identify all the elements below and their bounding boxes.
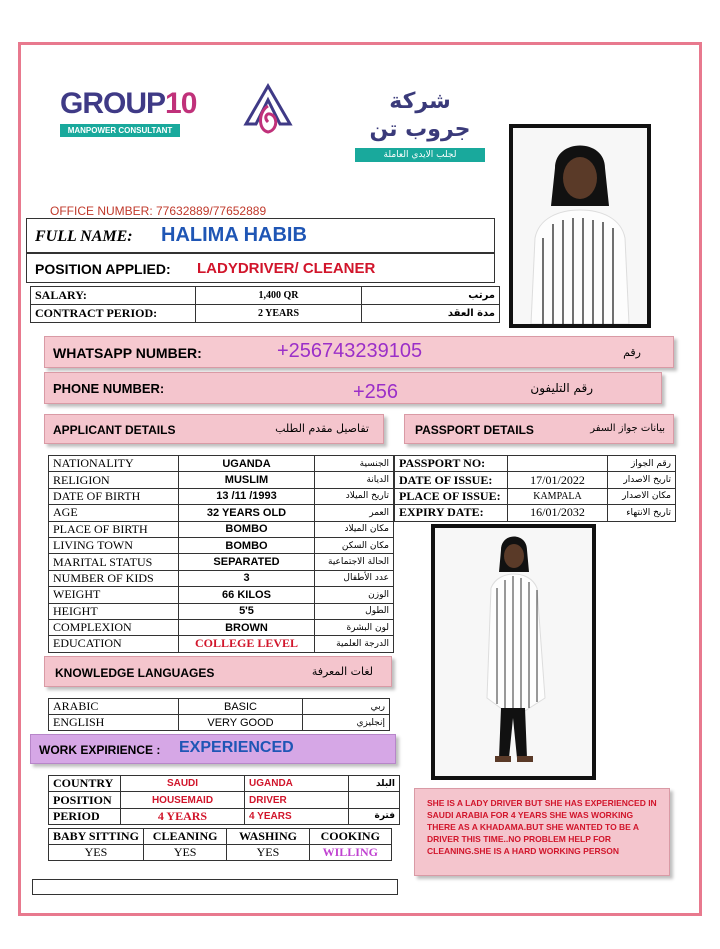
work-experience-banner [30, 734, 396, 764]
language-label: ARABIC [49, 699, 179, 715]
exp-position-value-1: HOUSEMAID [121, 792, 245, 808]
table-row [49, 554, 394, 570]
detail-arabic: الدرجة العلمية [315, 636, 394, 652]
table-row [49, 808, 400, 824]
full-name-value: HALIMA HABIB [161, 224, 307, 246]
passport-arabic: تاريخ الاصدار [608, 472, 676, 488]
passport-value: 17/01/2022 [508, 472, 608, 488]
country-label: COUNTRY [49, 776, 121, 792]
table-row [49, 570, 394, 586]
passport-details-arabic: بيانات جواز السفر [590, 423, 665, 434]
contract-row [31, 305, 500, 323]
whatsapp-banner [44, 336, 674, 368]
arabic-logo [355, 88, 485, 162]
full-name-box [26, 218, 495, 253]
detail-value: 13 /11 /1993 [179, 488, 315, 504]
detail-value: 3 [179, 570, 315, 586]
detail-label: COMPLEXION [49, 619, 179, 635]
passport-value: 16/01/2032 [508, 505, 608, 521]
table-row [49, 505, 394, 521]
passport-label: PASSPORT NO: [395, 456, 508, 472]
detail-arabic: الحالة الاجتماعية [315, 554, 394, 570]
detail-label: LIVING TOWN [49, 537, 179, 553]
passport-arabic: مكان الاصدار [608, 488, 676, 504]
knowledge-languages-arabic: لغات المعرفة [311, 665, 373, 678]
whatsapp-arabic: رقم [623, 346, 641, 359]
period-value-2: 4 YEARS [245, 808, 349, 824]
exp-position-arabic [349, 792, 400, 808]
knowledge-languages-header [44, 656, 392, 687]
skill-header: COOKING [309, 829, 391, 845]
arabic-logo-subtitle: لجلب الايدي العاملة [355, 148, 485, 162]
detail-value: BROWN [179, 619, 315, 635]
knowledge-languages-label: KNOWLEDGE LANGUAGES [55, 666, 215, 680]
detail-value: UGANDA [179, 456, 315, 472]
skill-value: YES [143, 845, 226, 861]
contract-label: CONTRACT PERIOD: [31, 305, 196, 323]
passport-table [394, 455, 676, 522]
contract-value: 2 YEARS [196, 305, 362, 323]
phone-banner [44, 372, 662, 404]
phone-value: +256 [353, 381, 399, 403]
table-row [49, 792, 400, 808]
salary-value: 1,400 QR [196, 287, 362, 305]
skill-value: WILLING [309, 845, 391, 861]
detail-label: NATIONALITY [49, 456, 179, 472]
work-experience-value: EXPERIENCED [179, 739, 294, 756]
passport-label: PLACE OF ISSUE: [395, 488, 508, 504]
passport-label: EXPIRY DATE: [395, 505, 508, 521]
arabic-logo-title: شركة جروب تن [369, 89, 471, 142]
table-row [49, 472, 394, 488]
detail-label: NUMBER OF KIDS [49, 570, 179, 586]
detail-label: DATE OF BIRTH [49, 488, 179, 504]
languages-table [48, 698, 390, 731]
detail-value: SEPARATED [179, 554, 315, 570]
passport-arabic: رقم الجواز [608, 456, 676, 472]
table-row [395, 488, 676, 504]
period-arabic: فترة [349, 808, 400, 824]
table-row [49, 699, 390, 715]
table-row [49, 845, 392, 861]
exp-position-value-2: DRIVER [245, 792, 349, 808]
passport-value: KAMPALA [508, 488, 608, 504]
table-row [49, 636, 394, 652]
detail-arabic: الوزن [315, 587, 394, 603]
table-row [49, 488, 394, 504]
table-row [49, 829, 392, 845]
table-row [49, 537, 394, 553]
detail-value: 5'5 [179, 603, 315, 619]
detail-label: MARITAL STATUS [49, 554, 179, 570]
table-row [395, 456, 676, 472]
skill-value: YES [49, 845, 144, 861]
language-label: ENGLISH [49, 715, 179, 731]
detail-label: HEIGHT [49, 603, 179, 619]
table-row [49, 619, 394, 635]
logo-subtitle: MANPOWER CONSULTANT [60, 124, 180, 137]
language-value: BASIC [179, 699, 303, 715]
logo-group-text: GROUP [60, 87, 166, 120]
detail-arabic: مكان السكن [315, 537, 394, 553]
applicant-details-table [48, 455, 394, 653]
detail-arabic: الجنسية [315, 456, 394, 472]
salary-label: SALARY: [31, 287, 196, 305]
skills-table [48, 828, 392, 861]
experience-table [48, 775, 400, 825]
phone-label: PHONE NUMBER: [53, 381, 165, 396]
applicant-details-header [44, 414, 384, 444]
table-row [49, 521, 394, 537]
skill-value: YES [227, 845, 309, 861]
detail-arabic: الطول [315, 603, 394, 619]
detail-arabic: الديانة [315, 472, 394, 488]
passport-details-header [404, 414, 674, 444]
country-value-2: UGANDA [245, 776, 349, 792]
contract-arabic: مدة العقد [362, 305, 500, 323]
language-value: VERY GOOD [179, 715, 303, 731]
detail-arabic: مكان الميلاد [315, 521, 394, 537]
whatsapp-value: +256743239105 [277, 340, 423, 362]
detail-label: RELIGION [49, 472, 179, 488]
language-arabic: ربي [303, 699, 390, 715]
detail-value: 32 YEARS OLD [179, 505, 315, 521]
detail-arabic: العمر [315, 505, 394, 521]
table-row [49, 456, 394, 472]
detail-value: 66 KILOS [179, 587, 315, 603]
country-arabic: البلد [349, 776, 400, 792]
applicant-details-arabic: تفاصيل مقدم الطلب [275, 422, 369, 435]
applicant-portrait-photo [509, 124, 651, 328]
detail-label: PLACE OF BIRTH [49, 521, 179, 537]
table-row [49, 715, 390, 731]
detail-value: BOMBO [179, 537, 315, 553]
passport-details-label: PASSPORT DETAILS [415, 423, 534, 437]
detail-label: AGE [49, 505, 179, 521]
salary-table [30, 286, 500, 323]
position-label: POSITION APPLIED: [35, 261, 171, 277]
passport-value [508, 456, 608, 472]
detail-value: COLLEGE LEVEL [179, 636, 315, 652]
table-row [395, 472, 676, 488]
empty-field-box [32, 879, 398, 895]
position-box [26, 253, 495, 283]
table-row [49, 587, 394, 603]
passport-arabic: تاريخ الانتهاء [608, 505, 676, 521]
phone-arabic: رقم التليفون [530, 381, 593, 395]
skill-header: WASHING [227, 829, 309, 845]
detail-label: WEIGHT [49, 587, 179, 603]
work-experience-label: WORK EXPIRIENCE : [39, 743, 161, 757]
language-arabic: إنجليزي [303, 715, 390, 731]
table-row [49, 776, 400, 792]
exp-position-label: POSITION [49, 792, 121, 808]
table-row [49, 603, 394, 619]
table-row [395, 505, 676, 521]
detail-value: BOMBO [179, 521, 315, 537]
full-name-label: FULL NAME: [35, 228, 133, 245]
detail-label: EDUCATION [49, 636, 179, 652]
skill-header: CLEANING [143, 829, 226, 845]
detail-arabic: لون البشرة [315, 619, 394, 635]
passport-label: DATE OF ISSUE: [395, 472, 508, 488]
period-label: PERIOD [49, 808, 121, 824]
applicant-note: SHE IS A LADY DRIVER BUT SHE HAS EXPERIENCED IN SAUDI ARABIA FOR 4 YEARS SHE WAS WORKING THERE AS A KHADAMA.BUT SHE WANTED TO BE A DRIVER THIS TIME..NO PROBLEM HELP FOR CLEANING.SHE IS A HARD WORKING PERSON [414, 788, 670, 876]
office-number: OFFICE NUMBER: 77632889/77652889 [50, 204, 267, 218]
detail-value: MUSLIM [179, 472, 315, 488]
detail-arabic: عدد الأطفال [315, 570, 394, 586]
country-value-1: SAUDI [121, 776, 245, 792]
detail-arabic: تاريخ الميلاد [315, 488, 394, 504]
applicant-full-body-photo [431, 524, 596, 780]
skill-header: BABY SITTING [49, 829, 144, 845]
company-mark-icon [240, 82, 296, 138]
position-value: LADYDRIVER/ CLEANER [197, 260, 376, 277]
period-value-1: 4 YEARS [121, 808, 245, 824]
group10-logo [60, 87, 197, 137]
salary-row [31, 287, 500, 305]
applicant-details-label: APPLICANT DETAILS [53, 423, 176, 437]
salary-arabic: مرتب [362, 287, 500, 305]
whatsapp-label: WHATSAPP NUMBER: [53, 345, 202, 361]
logo-ten-text: 10 [165, 87, 197, 120]
